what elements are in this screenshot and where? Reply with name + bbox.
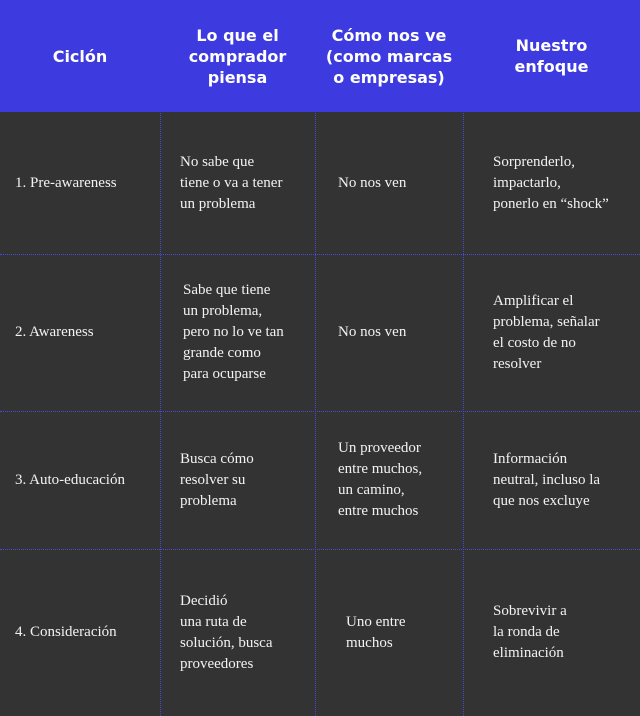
stage-cell: 2. Awareness — [15, 324, 94, 340]
row-divider — [0, 549, 640, 550]
table-row — [0, 411, 640, 549]
header-cell-our-focus: Nuestro enfoque — [514, 36, 589, 76]
row-divider — [0, 411, 640, 412]
buyer-thinks-cell: No sabe que tiene o va a tener un problema — [180, 154, 283, 212]
our-focus-cell: Información neutral, incluso la que nos excluye — [493, 450, 601, 509]
buyer-thinks-cell: Sabe que tiene un problema, pero no lo ve tan grande como para ocuparse — [183, 282, 284, 382]
header-cell-cycle: Ciclón — [52, 46, 108, 66]
row-divider — [0, 254, 640, 255]
table-row — [0, 254, 640, 411]
our-focus-cell: Amplificar el problema, señalar el costo de no resolver — [493, 292, 600, 372]
how-they-see-us-cell: No nos ven — [338, 175, 407, 191]
stage-cell: 3. Auto-educación — [15, 471, 125, 488]
header-cell-how-they-see-us: Cómo nos ve (como marcas o empresas) — [325, 25, 453, 87]
header-cell-buyer-thinks: Lo que el comprador piensa — [188, 25, 287, 87]
column-divider — [315, 113, 316, 716]
how-they-see-us-cell: Un proveedor entre muchos, un camino, entre muchos — [338, 440, 423, 519]
buyer-thinks-cell: Busca cómo resolver su problema — [180, 450, 254, 509]
table-header — [0, 0, 640, 112]
column-divider — [160, 113, 161, 716]
our-focus-cell: Sobrevivir a la ronda de eliminación — [493, 603, 567, 661]
our-focus-cell: Sorprenderlo, impactarlo, ponerlo en “shock” — [493, 154, 609, 212]
stage-cell: 1. Pre-awareness — [15, 175, 117, 191]
how-they-see-us-cell: Uno entre muchos — [346, 613, 406, 651]
how-they-see-us-cell: No nos ven — [338, 324, 407, 340]
table-row — [0, 549, 640, 716]
column-divider — [463, 113, 464, 716]
table-row — [0, 113, 640, 254]
buyer-thinks-cell: Decidió una ruta de solución, busca proveedores — [180, 592, 273, 672]
stage-cell: 4. Consideración — [15, 624, 117, 640]
